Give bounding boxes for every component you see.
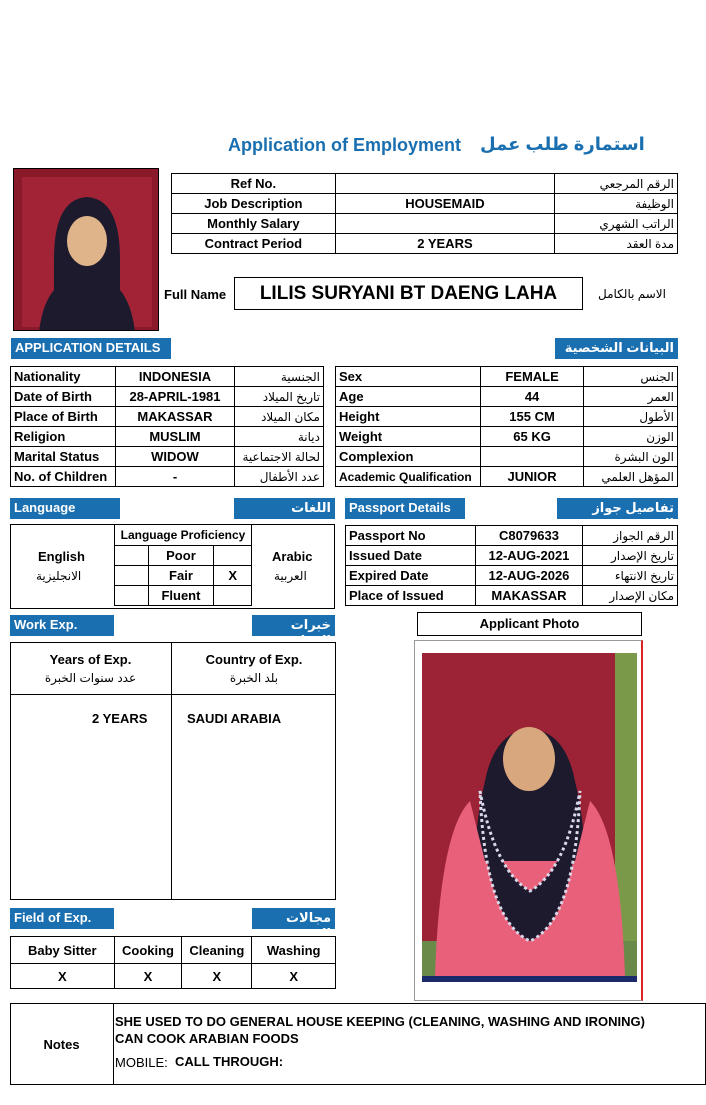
qualification-label: Academic Qualification xyxy=(336,467,481,487)
marital-value: WIDOW xyxy=(115,447,234,467)
sex-value: FEMALE xyxy=(480,367,583,387)
table-row xyxy=(336,427,678,447)
nationality-value: INDONESIA xyxy=(115,367,234,387)
ref-label-ar: الرقم المرجعي xyxy=(555,174,678,194)
table-row xyxy=(346,586,678,606)
expired-date-value: 12-AUG-2026 xyxy=(475,566,583,586)
height-label: Height xyxy=(336,407,481,427)
level-fair: Fair xyxy=(148,566,214,586)
job-description-label-ar: الوظيفة xyxy=(555,194,678,214)
notes-line-2: CAN COOK ARABIAN FOODS xyxy=(115,1031,299,1046)
form-title-arabic: استمارة طلب عمل xyxy=(480,134,645,154)
form-title: Application of Employment xyxy=(228,135,462,155)
english-fair xyxy=(115,566,149,586)
age-label: Age xyxy=(336,387,481,407)
table-row xyxy=(336,447,678,467)
field-baby-sitter-mark: X xyxy=(11,964,115,989)
full-name-value: LILIS SURYANI BT DAENG LAHA xyxy=(234,277,583,310)
language-header-ar: اللغات xyxy=(234,498,335,519)
arabic-fluent xyxy=(214,586,252,606)
table-row xyxy=(346,566,678,586)
contract-value: 2 YEARS xyxy=(335,234,554,254)
notes-label: Notes xyxy=(43,1037,80,1052)
weight-label: Weight xyxy=(336,427,481,447)
issued-date-label-ar: تاريخ الإصدار xyxy=(583,546,678,566)
field-cleaning: Cleaning xyxy=(182,937,252,964)
level-fluent: Fluent xyxy=(148,586,214,606)
table-row xyxy=(346,526,678,546)
contract-label: Contract Period xyxy=(172,234,336,254)
place-issued-value: MAKASSAR xyxy=(475,586,583,606)
language-proficiency-table xyxy=(114,524,252,606)
table-row xyxy=(115,586,252,606)
years-exp-value: 2 YEARS xyxy=(92,711,148,726)
passport-no-value: C8079633 xyxy=(475,526,583,546)
job-row-contract xyxy=(172,234,678,254)
height-label-ar: الأطول xyxy=(584,407,678,427)
marital-label: Marital Status xyxy=(11,447,116,467)
job-row-description xyxy=(172,194,678,214)
full-name-label-ar: الاسم بالكامل xyxy=(597,287,666,301)
salary-value xyxy=(335,214,554,234)
mobile-label: MOBILE: xyxy=(115,1055,168,1070)
proficiency-header: Language Proficiency xyxy=(115,525,252,546)
personal-left-table xyxy=(10,366,324,487)
passport-header: Passport Details xyxy=(345,498,465,519)
complexion-value xyxy=(480,447,583,467)
job-row-salary xyxy=(172,214,678,234)
weight-label-ar: الوزن xyxy=(584,427,678,447)
table-row xyxy=(11,407,324,427)
table-row xyxy=(11,447,324,467)
field-exp-header: Field of Exp. xyxy=(10,908,114,929)
work-exp-header-ar: خبرات العمل xyxy=(252,615,335,636)
small-applicant-photo xyxy=(13,168,159,331)
age-label-ar: العمر xyxy=(584,387,678,407)
children-label-ar: عدد الأطفال xyxy=(235,467,324,487)
dob-label: Date of Birth xyxy=(11,387,116,407)
dob-label-ar: تاريخ الميلاد xyxy=(235,387,324,407)
country-exp-label-ar: بلد الخبرة xyxy=(229,671,279,685)
nationality-label: Nationality xyxy=(11,367,116,387)
table-row xyxy=(11,387,324,407)
salary-label-ar: الراتب الشهري xyxy=(555,214,678,234)
religion-value: MUSLIM xyxy=(115,427,234,447)
place-issued-label-ar: مكان الإصدار xyxy=(583,586,678,606)
applicant-photo xyxy=(414,640,643,1001)
arabic-label-ar: العربية xyxy=(274,569,307,583)
weight-value: 65 KG xyxy=(480,427,583,447)
sex-label: Sex xyxy=(336,367,481,387)
job-description-label: Job Description xyxy=(172,194,336,214)
years-exp-label-ar: عدد سنوات الخبرة xyxy=(44,671,137,685)
sex-label-ar: الجنس xyxy=(584,367,678,387)
issued-date-value: 12-AUG-2021 xyxy=(475,546,583,566)
issued-date-label: Issued Date xyxy=(346,546,476,566)
children-value: - xyxy=(115,467,234,487)
application-details-header-ar: البيانات الشخصية xyxy=(555,338,678,359)
arabic-label: Arabic xyxy=(272,549,313,564)
dob-value: 28-APRIL-1981 xyxy=(115,387,234,407)
table-row xyxy=(115,566,252,586)
table-row xyxy=(336,387,678,407)
country-exp-label: Country of Exp. xyxy=(205,652,303,667)
table-row xyxy=(115,546,252,566)
children-label: No. of Children xyxy=(11,467,116,487)
language-header: Language xyxy=(10,498,120,519)
height-value: 155 CM xyxy=(480,407,583,427)
table-row xyxy=(115,525,252,546)
english-poor xyxy=(115,546,149,566)
notes-divider xyxy=(113,1003,114,1085)
pob-label-ar: مكان الميلاد xyxy=(235,407,324,427)
expired-date-label-ar: تاريخ الانتهاء xyxy=(583,566,678,586)
passport-no-label-ar: الرقم الجواز xyxy=(583,526,678,546)
ref-value xyxy=(335,174,554,194)
religion-label-ar: ديانة xyxy=(235,427,324,447)
religion-label: Religion xyxy=(11,427,116,447)
nationality-label-ar: الجنسية xyxy=(235,367,324,387)
field-baby-sitter: Baby Sitter xyxy=(11,937,115,964)
salary-label: Monthly Salary xyxy=(172,214,336,234)
expired-date-label: Expired Date xyxy=(346,566,476,586)
english-label: English xyxy=(38,549,85,564)
field-washing: Washing xyxy=(252,937,336,964)
passport-table xyxy=(345,525,678,606)
contract-label-ar: مدة العقد xyxy=(555,234,678,254)
job-description-value: HOUSEMAID xyxy=(335,194,554,214)
field-cooking-mark: X xyxy=(114,964,182,989)
job-row-ref xyxy=(172,174,678,194)
table-row xyxy=(346,546,678,566)
country-exp-value: SAUDI ARABIA xyxy=(187,711,282,726)
field-exp-header-ar: مجالات الخبرة xyxy=(252,908,335,929)
complexion-label-ar: الون البشرة xyxy=(584,447,678,467)
work-exp-divider-horizontal xyxy=(10,694,336,695)
passport-no-label: Passport No xyxy=(346,526,476,546)
qualification-value: JUNIOR xyxy=(480,467,583,487)
arabic-fair: X xyxy=(214,566,252,586)
pob-label: Place of Birth xyxy=(11,407,116,427)
age-value: 44 xyxy=(480,387,583,407)
level-poor: Poor xyxy=(148,546,214,566)
field-exp-table xyxy=(10,936,336,989)
job-table xyxy=(171,173,678,254)
place-issued-label: Place of Issued xyxy=(346,586,476,606)
english-label-ar: الانجليزية xyxy=(36,569,82,583)
field-washing-mark: X xyxy=(252,964,336,989)
field-cooking: Cooking xyxy=(114,937,182,964)
english-fluent xyxy=(115,586,149,606)
ref-label: Ref No. xyxy=(172,174,336,194)
table-row xyxy=(336,367,678,387)
applicant-photo-label: Applicant Photo xyxy=(417,612,642,636)
table-row xyxy=(11,964,336,989)
call-through-label: CALL THROUGH: xyxy=(175,1054,284,1069)
qualification-label-ar: المؤهل العلمي xyxy=(584,467,678,487)
work-exp-header: Work Exp. xyxy=(10,615,114,636)
pob-value: MAKASSAR xyxy=(115,407,234,427)
notes-line-1: SHE USED TO DO GENERAL HOUSE KEEPING (CLEANING, WASHING AND IRONING) xyxy=(115,1014,645,1029)
table-row xyxy=(11,937,336,964)
passport-header-ar: تفاصيل جواز السفر xyxy=(557,498,678,519)
arabic-poor xyxy=(214,546,252,566)
complexion-label: Complexion xyxy=(336,447,481,467)
years-exp-label: Years of Exp. xyxy=(49,652,132,667)
marital-label-ar: لحالة الاجتماعية xyxy=(235,447,324,467)
table-row xyxy=(11,367,324,387)
personal-right-table xyxy=(335,366,678,487)
field-cleaning-mark: X xyxy=(182,964,252,989)
table-row xyxy=(336,467,678,487)
full-name-label: Full Name xyxy=(164,287,227,302)
table-row xyxy=(336,407,678,427)
table-row xyxy=(11,467,324,487)
table-row xyxy=(11,427,324,447)
application-details-header: APPLICATION DETAILS xyxy=(11,338,171,359)
